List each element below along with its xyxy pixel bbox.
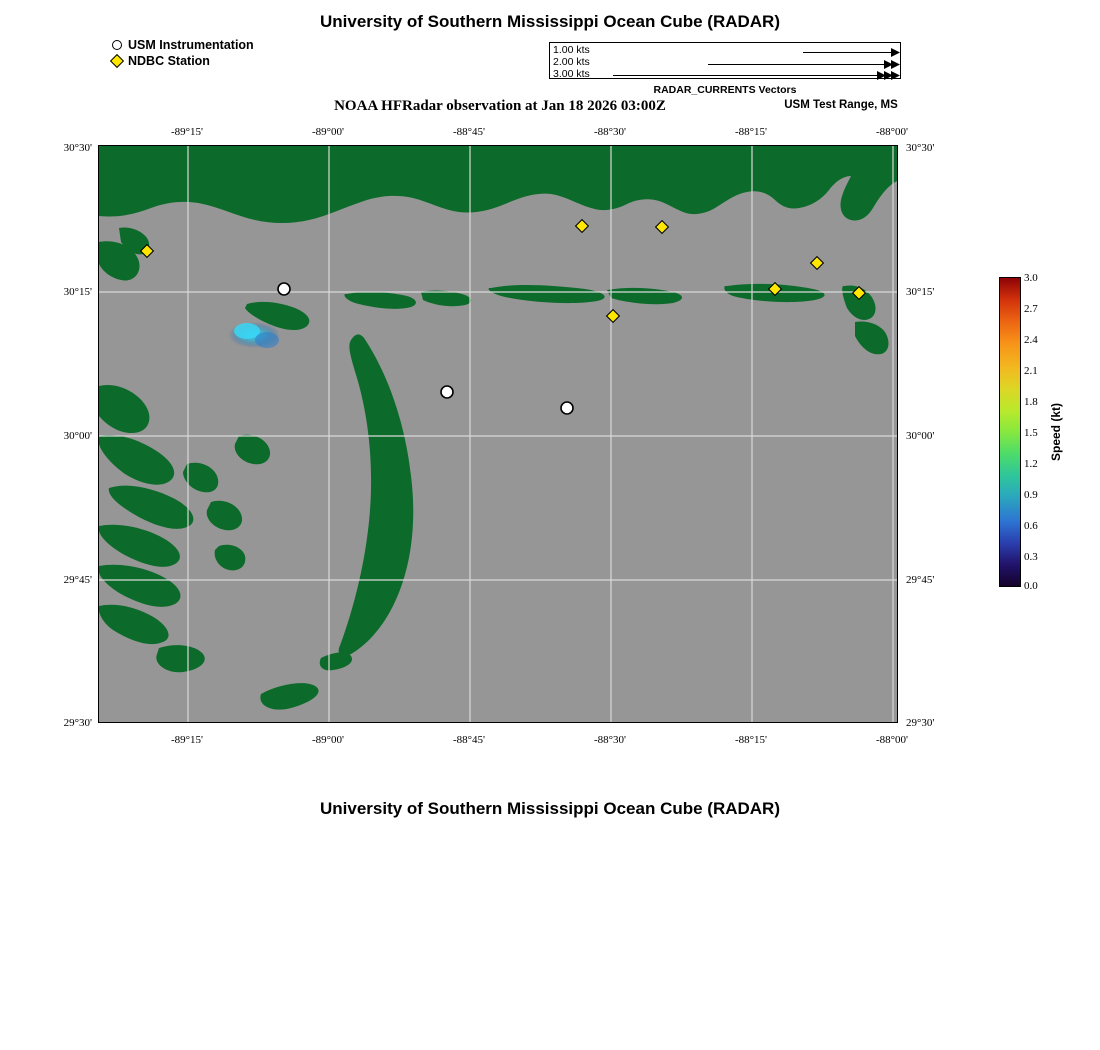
colorbar-axis-title: Speed (kt) — [1049, 402, 1063, 462]
colorbar-tick-8: 0.6 — [1024, 520, 1038, 532]
lat-label-left-0: 30°30' — [63, 142, 92, 154]
diamond-marker-icon — [110, 54, 128, 69]
lat-label-left-4: 29°30' — [63, 717, 92, 729]
map-graphic[interactable] — [99, 146, 897, 722]
range-label: USM Test Range, MS — [784, 99, 898, 111]
vector-key-row-2 — [550, 57, 902, 69]
legend-label-ndbc: NDBC Station — [128, 54, 210, 68]
speed-colorbar — [999, 277, 1021, 587]
vector-key-row-3 — [550, 69, 902, 81]
legend-item-ndbc — [110, 54, 254, 69]
colorbar-tick-1: 2.7 — [1024, 303, 1038, 315]
vector-key-label-3: 3.00 kts — [553, 68, 590, 80]
vector-key-row-1 — [550, 45, 902, 57]
lon-label-top-2: -88°45' — [452, 126, 486, 138]
vector-key-caption: RADAR_CURRENTS Vectors — [653, 84, 797, 96]
lon-label-bottom-5: -88°00' — [875, 734, 909, 746]
vector-scale-key — [549, 42, 901, 79]
lat-label-left-1: 30°15' — [63, 286, 92, 298]
vector-key-label-2: 2.00 kts — [553, 56, 590, 68]
lat-label-right-1: 30°15' — [906, 286, 935, 298]
legend-item-usm — [110, 38, 254, 53]
colorbar-tick-0: 3.0 — [1024, 272, 1038, 284]
colorbar-tick-6: 1.2 — [1024, 458, 1038, 470]
vector-arrow-3-icon — [550, 69, 902, 81]
lon-label-top-1: -89°00' — [311, 126, 345, 138]
legend-label-usm: USM Instrumentation — [128, 38, 254, 52]
colorbar-tick-10: 0.0 — [1024, 580, 1038, 592]
lon-label-bottom-0: -89°15' — [170, 734, 204, 746]
vector-key-label-1: 1.00 kts — [553, 44, 590, 56]
vector-arrow-1-icon — [550, 45, 902, 57]
colorbar-tick-5: 1.5 — [1024, 427, 1038, 439]
radar-speed-data-patch — [228, 322, 280, 348]
lat-label-right-2: 30°00' — [906, 430, 935, 442]
usm-instrument-marker — [561, 402, 573, 414]
vector-arrow-2-icon — [550, 57, 902, 69]
lon-label-bottom-4: -88°15' — [734, 734, 768, 746]
usm-instrument-marker — [278, 283, 290, 295]
colorbar-tick-4: 1.8 — [1024, 396, 1038, 408]
colorbar-tick-2: 2.4 — [1024, 334, 1038, 346]
colorbar-tick-3: 2.1 — [1024, 365, 1038, 377]
map-canvas[interactable] — [98, 145, 898, 723]
colorbar-tick-7: 0.9 — [1024, 489, 1038, 501]
lon-label-top-5: -88°00' — [875, 126, 909, 138]
page-title: University of Southern Mississippi Ocean Cube (RADAR) — [319, 12, 780, 31]
ocean-background — [99, 146, 897, 722]
circle-marker-icon — [110, 38, 128, 53]
lon-label-bottom-1: -89°00' — [311, 734, 345, 746]
footer-title: University of Southern Mississippi Ocean Cube (RADAR) — [319, 799, 780, 818]
lat-label-right-4: 29°30' — [906, 717, 935, 729]
marker-legend — [110, 38, 254, 70]
lon-label-bottom-3: -88°30' — [593, 734, 627, 746]
lat-label-left-3: 29°45' — [63, 574, 92, 586]
lat-label-right-3: 29°45' — [906, 574, 935, 586]
lon-label-top-4: -88°15' — [734, 126, 768, 138]
lon-label-top-0: -89°15' — [170, 126, 204, 138]
lat-label-right-0: 30°30' — [906, 142, 935, 154]
usm-instrument-marker — [441, 386, 453, 398]
lon-label-top-3: -88°30' — [593, 126, 627, 138]
colorbar-tick-9: 0.3 — [1024, 551, 1038, 563]
lat-label-left-2: 30°00' — [63, 430, 92, 442]
lon-label-bottom-2: -88°45' — [452, 734, 486, 746]
observation-subtitle: NOAA HFRadar observation at Jan 18 2026 03:00Z — [334, 98, 666, 114]
